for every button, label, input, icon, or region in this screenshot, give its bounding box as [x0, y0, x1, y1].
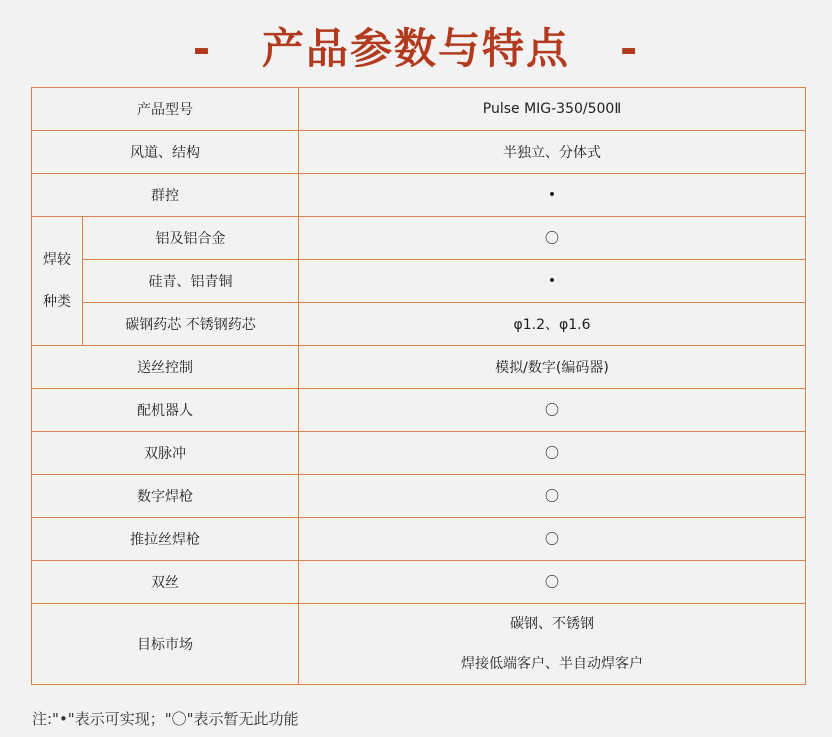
row-label: 群控: [32, 174, 299, 217]
table-row: [32, 88, 806, 131]
table-row: [32, 303, 806, 346]
row-value: 半独立、分体式: [299, 131, 806, 174]
table-row: [32, 561, 806, 604]
table-row: [32, 217, 806, 260]
row-label: 配机器人: [32, 389, 299, 432]
table-row: [32, 604, 806, 685]
group-label-line2: 种类: [43, 294, 71, 310]
row-label: 双丝: [32, 561, 299, 604]
group-label: [32, 217, 83, 346]
row-value: 〇: [299, 432, 806, 475]
row-value: 〇: [299, 389, 806, 432]
row-value: •: [299, 260, 806, 303]
table-row: [32, 389, 806, 432]
page-title: - 产品参数与特点 -: [192, 24, 640, 73]
row-value: Pulse MIG-350/500Ⅱ: [299, 88, 806, 131]
row-value: 〇: [299, 475, 806, 518]
table-row: [32, 260, 806, 303]
footnote: 注:"•"表示可实现；"〇"表示暂无此功能: [32, 710, 299, 728]
row-value: 〇: [299, 561, 806, 604]
row-label: 铝及铝合金: [83, 217, 299, 260]
row-label: 风道、结构: [32, 131, 299, 174]
row-value: φ1.2、φ1.6: [299, 303, 806, 346]
spec-table: [31, 87, 806, 685]
row-label: 目标市场: [32, 604, 299, 685]
row-value: •: [299, 174, 806, 217]
table-row: [32, 346, 806, 389]
row-value: 模拟/数字(编码器): [299, 346, 806, 389]
target-value-line1: 碳钢、不锈钢: [510, 616, 594, 632]
table-row: [32, 131, 806, 174]
row-label: 碳钢药芯 不锈钢药芯: [83, 303, 299, 346]
row-value: 〇: [299, 518, 806, 561]
group-label-line1: 焊较: [43, 252, 71, 268]
table-row: [32, 518, 806, 561]
target-value-line2: 焊接低端客户、半自动焊客户: [461, 656, 643, 672]
table-row: [32, 174, 806, 217]
table-row: [32, 475, 806, 518]
row-label: 硅青、铝青铜: [83, 260, 299, 303]
row-label: 推拉丝焊枪: [32, 518, 299, 561]
row-label: 产品型号: [32, 88, 299, 131]
table-row: [32, 432, 806, 475]
row-label: 双脉冲: [32, 432, 299, 475]
row-label: 送丝控制: [32, 346, 299, 389]
row-value: 〇: [299, 217, 806, 260]
row-label: 数字焊枪: [32, 475, 299, 518]
row-value: [299, 604, 806, 685]
